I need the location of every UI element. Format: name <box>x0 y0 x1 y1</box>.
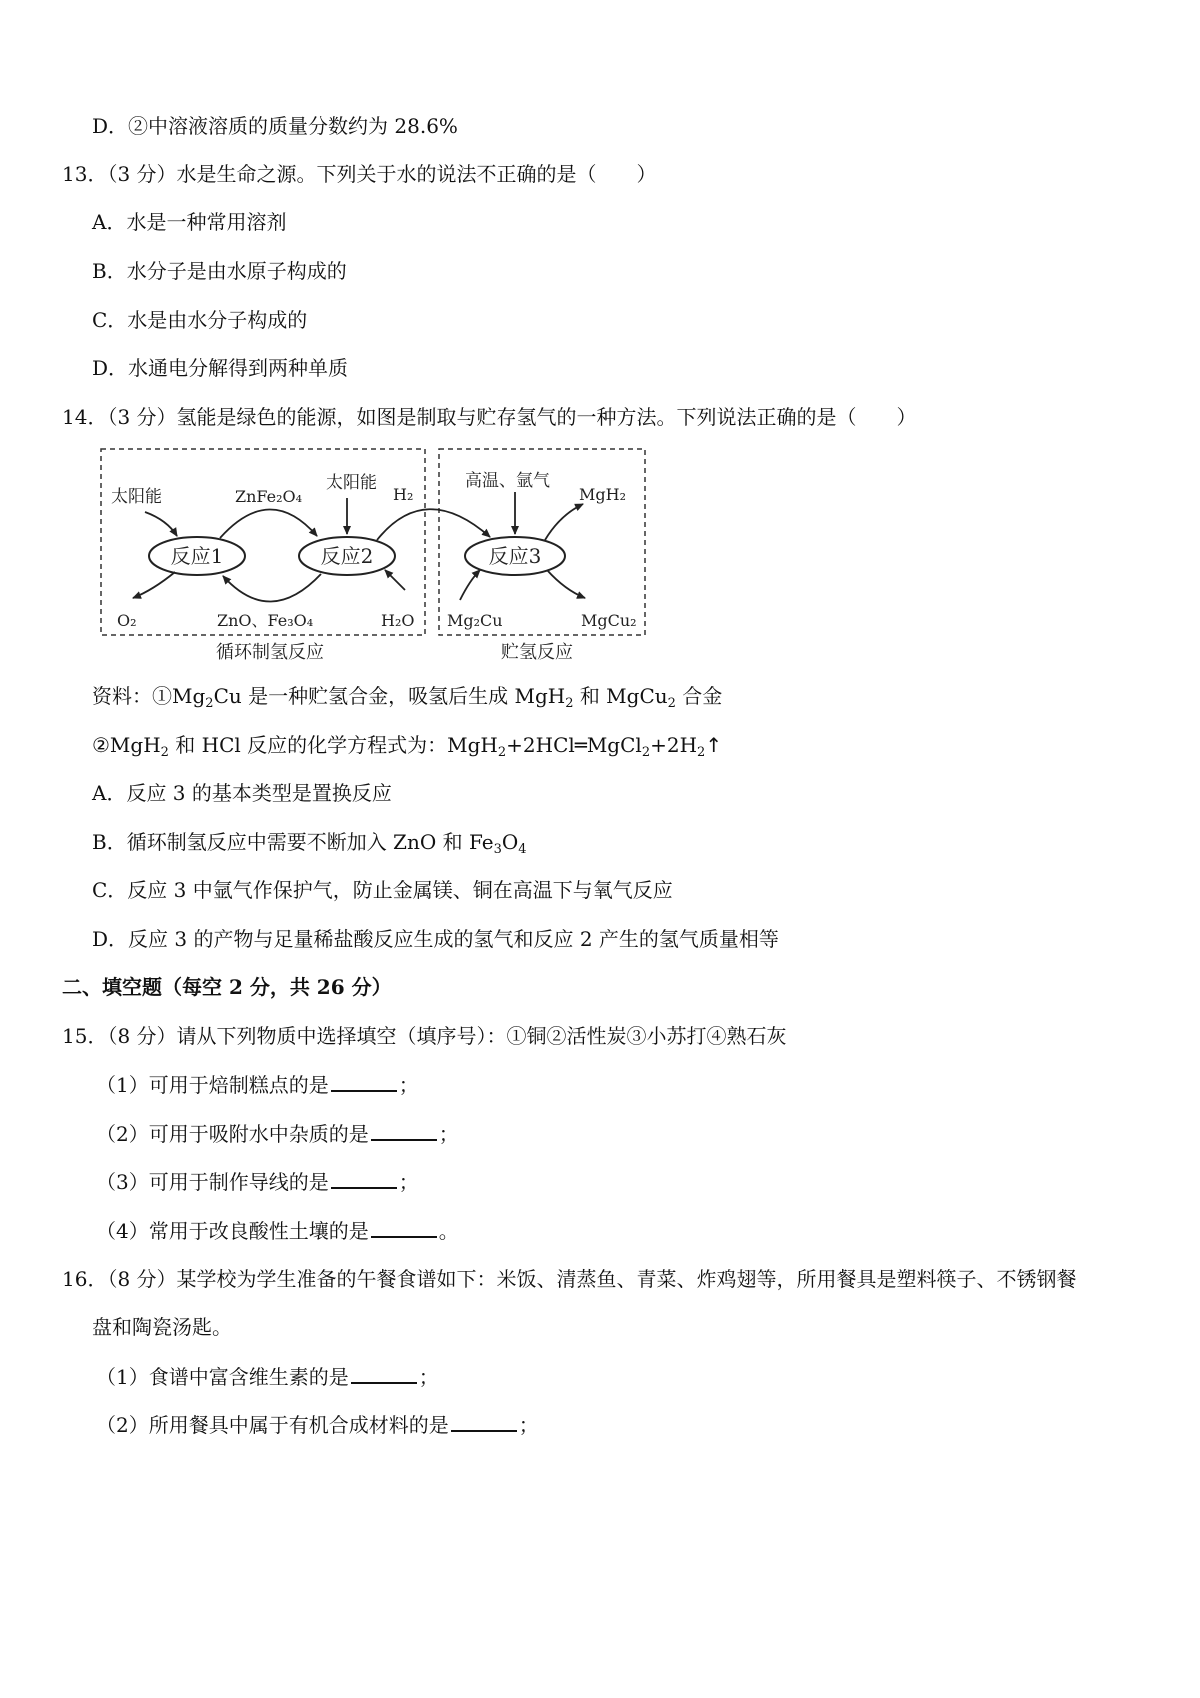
q13-option-c: C．水是由水分子构成的 <box>92 308 308 332</box>
answer-blank[interactable] <box>451 1410 517 1432</box>
reaction1-label: 反应1 <box>170 544 224 568</box>
mgh2-label: MgH₂ <box>579 485 626 504</box>
q16-item-2: （2）所用餐具中属于有机合成材料的是 ； <box>96 1410 539 1439</box>
q13-option-b: B．水分子是由水原子构成的 <box>92 259 347 283</box>
q15-item-3: （3）可用于制作导线的是 ； <box>96 1167 419 1196</box>
reaction2-label: 反应2 <box>320 544 374 568</box>
q14-stem: 14．（3 分）氢能是绿色的能源，如图是制取与贮存氢气的一种方法。下列说法正确的是（ ） <box>62 405 917 429</box>
q15-item-1: （1）可用于焙制糕点的是 ； <box>96 1070 419 1099</box>
solar-label-1: 太阳能 <box>111 487 162 507</box>
mgcu2-label: MgCu₂ <box>581 611 637 630</box>
q14-note-2: ②MgH$_2$ 和 HCl 反应的化学方程式为：$MgH_2+2HCl═MgCl_2+2H_2↑$ <box>92 733 723 760</box>
gas-arrow: ↑ <box>705 733 723 757</box>
storage-box-caption: 贮氢反应 <box>501 642 573 663</box>
answer-blank[interactable] <box>371 1119 437 1141</box>
q15-item-2: （2）可用于吸附水中杂质的是 ； <box>96 1119 459 1148</box>
q13-option-a: A．水是一种常用溶剂 <box>92 210 287 234</box>
h2o-label: H₂O <box>381 611 415 630</box>
q15-item-4: （4）常用于改良酸性土壤的是 。 <box>96 1216 459 1245</box>
answer-blank[interactable] <box>351 1362 417 1384</box>
q13-stem: 13．（3 分）水是生命之源。下列关于水的说法不正确的是（ ） <box>62 162 657 186</box>
hydrogen-cycle-diagram <box>95 440 655 670</box>
q13-option-d: D．水通电分解得到两种单质 <box>92 356 349 380</box>
q14-note-1: 资料：$①Mg_2Cu$ 是一种贮氢合金，吸氢后生成 MgH$_2$ 和 MgCu$_2$ 合金 <box>92 684 723 711</box>
answer-blank[interactable] <box>371 1216 437 1238</box>
q14-option-a: A．反应 3 的基本类型是置换反应 <box>92 781 392 805</box>
answer-blank[interactable] <box>331 1167 397 1189</box>
q12-option-d: D．②中溶液溶质的质量分数约为 28.6% <box>92 114 458 138</box>
o2-label: O₂ <box>117 611 137 630</box>
q16-item-1: （1）食谱中富含维生素的是 ； <box>96 1362 439 1391</box>
zno-fe3o4-label: ZnO、Fe₃O₄ <box>217 611 314 630</box>
mg2cu-label: Mg₂Cu <box>447 611 503 630</box>
q15-stem: 15．（8 分）请从下列物质中选择填空（填序号）：①铜②活性炭③小苏打④熟石灰 <box>62 1024 787 1048</box>
q14-option-b: B．循环制氢反应中需要不断加入 ZnO 和 $Fe_3O_4$ <box>92 830 527 857</box>
q16-stem-line-2: 盘和陶瓷汤匙。 <box>92 1315 232 1339</box>
high-temp-argon-label: 高温、氩气 <box>465 471 550 491</box>
znfe2o4-label: ZnFe₂O₄ <box>235 487 303 506</box>
solar-label-2: 太阳能 <box>326 473 377 493</box>
q16-stem-line-1: 16．（8 分）某学校为学生准备的午餐食谱如下：米饭、清蒸鱼、青菜、炸鸡翅等，所用餐具是塑料筷子、不锈钢餐 <box>62 1267 1077 1291</box>
answer-blank[interactable] <box>331 1070 397 1092</box>
cycle-box-caption: 循环制氢反应 <box>216 642 324 663</box>
q14-option-d: D．反应 3 的产物与足量稀盐酸反应生成的氢气和反应 2 产生的氢气质量相等 <box>92 927 779 951</box>
h2-label: H₂ <box>393 485 414 504</box>
reaction3-label: 反应3 <box>488 544 542 568</box>
section-2-title: 二、填空题（每空 2 分，共 26 分） <box>62 975 392 999</box>
q14-option-c: C．反应 3 中氩气作保护气，防止金属镁、铜在高温下与氧气反应 <box>92 878 673 902</box>
